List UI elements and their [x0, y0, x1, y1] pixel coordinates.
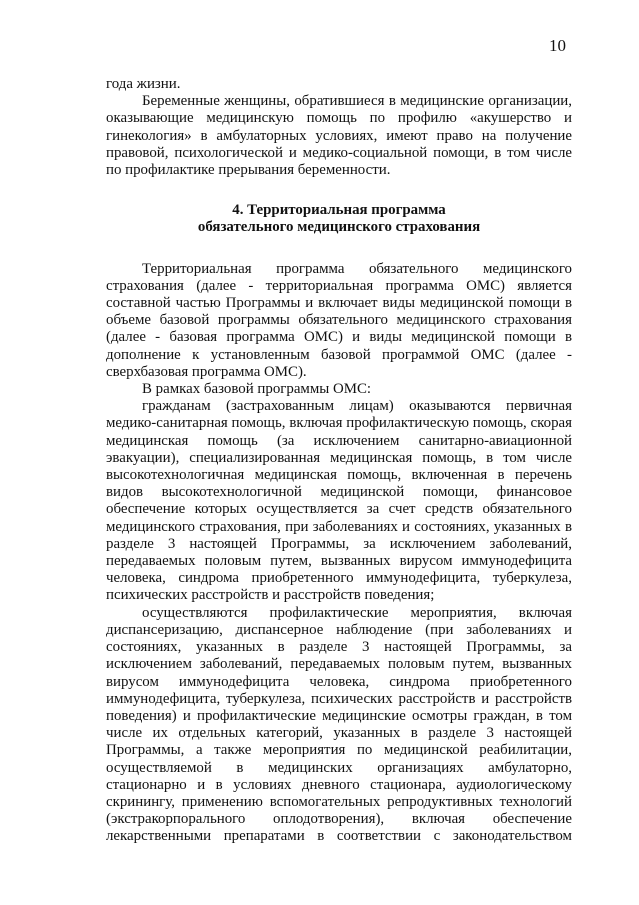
- section-heading: [106, 202, 572, 236]
- document-body: [106, 76, 572, 846]
- paragraph-pregnant-women: Беременные женщины, обратившиеся в медицинские организации, оказывающие медицинскую помощь по профилю «акушерство и гинекология» в амбулаторных условиях, имеют право на получение правовой, психологической и медико-социальной помощи, в том числе по профилактике прерывания беременности.: [106, 93, 572, 179]
- paragraph-base-program-intro: В рамках базовой программы ОМС:: [142, 381, 372, 398]
- paragraph-territorial-program: Территориальная программа обязательного медицинского страхования (далее - территориальная программа ОМС) является составной частью Программы и включает виды медицинской помощи в объеме базовой программы обязательного медицинского страхования (далее - базовая программа ОМС) и виды медицинской помощи в дополнение к установленным базовой программой ОМС (далее - сверхбазовая программа ОМС).: [106, 260, 572, 380]
- paragraph-preventive-measures: осуществляются профилактические мероприятия, включая диспансеризацию, диспансерное наблюдение (при заболеваниях и состояниях, указанных в разделе 3 настоящей Программы, за исключением заболеваний, передаваемых половым путем, вызванных вирусом иммунодефицита человека, синдрома приобретенного иммунодефицита, туберкулеза, психических расстройств и расстройств поведения) и профилактические медицинские осмотры граждан, в том числе их отдельных категорий, указанных в разделе 3 настоящей Программы, а также мероприятия по медицинской реабилитации, осуществляемой в медицинских организациях амбулаторно, стационарно и в условиях дневного стационара, аудиологическому скринингу, применению вспомогательных репродуктивных технологий (экстракорпорального оплодотворения), включая обеспечение лекарственными препаратами в соответствии с законодательством: [106, 604, 572, 845]
- paragraph-continuation: года жизни.: [106, 76, 181, 92]
- section-heading-line1: 4. Территориальная программа: [232, 202, 446, 219]
- paragraph-citizens-care: гражданам (застрахованным лицам) оказываются первичная медико-санитарная помощь, включая профилактическую помощь, скорая медицинская помощь (за исключением санитарно-авиационной эвакуации), специализированная медицинская помощь, в том числе высокотехнологичная медицинская помощь, включенная в перечень видов высокотехнологичной медицинской помощи, финансовое обеспечение которых осуществляется за счет средств обязательного медицинского страхования, при заболеваниях и состояниях, указанных в разделе 3 настоящей Программы, за исключением заболеваний, передаваемых половым путем, вызванных вирусом иммунодефицита человека, синдрома приобретенного иммунодефицита, туберкулеза, психических расстройств и расстройств поведения;: [106, 398, 572, 604]
- page-number: 10: [549, 36, 566, 55]
- section-heading-line2: обязательного медицинского страхования: [197, 219, 481, 236]
